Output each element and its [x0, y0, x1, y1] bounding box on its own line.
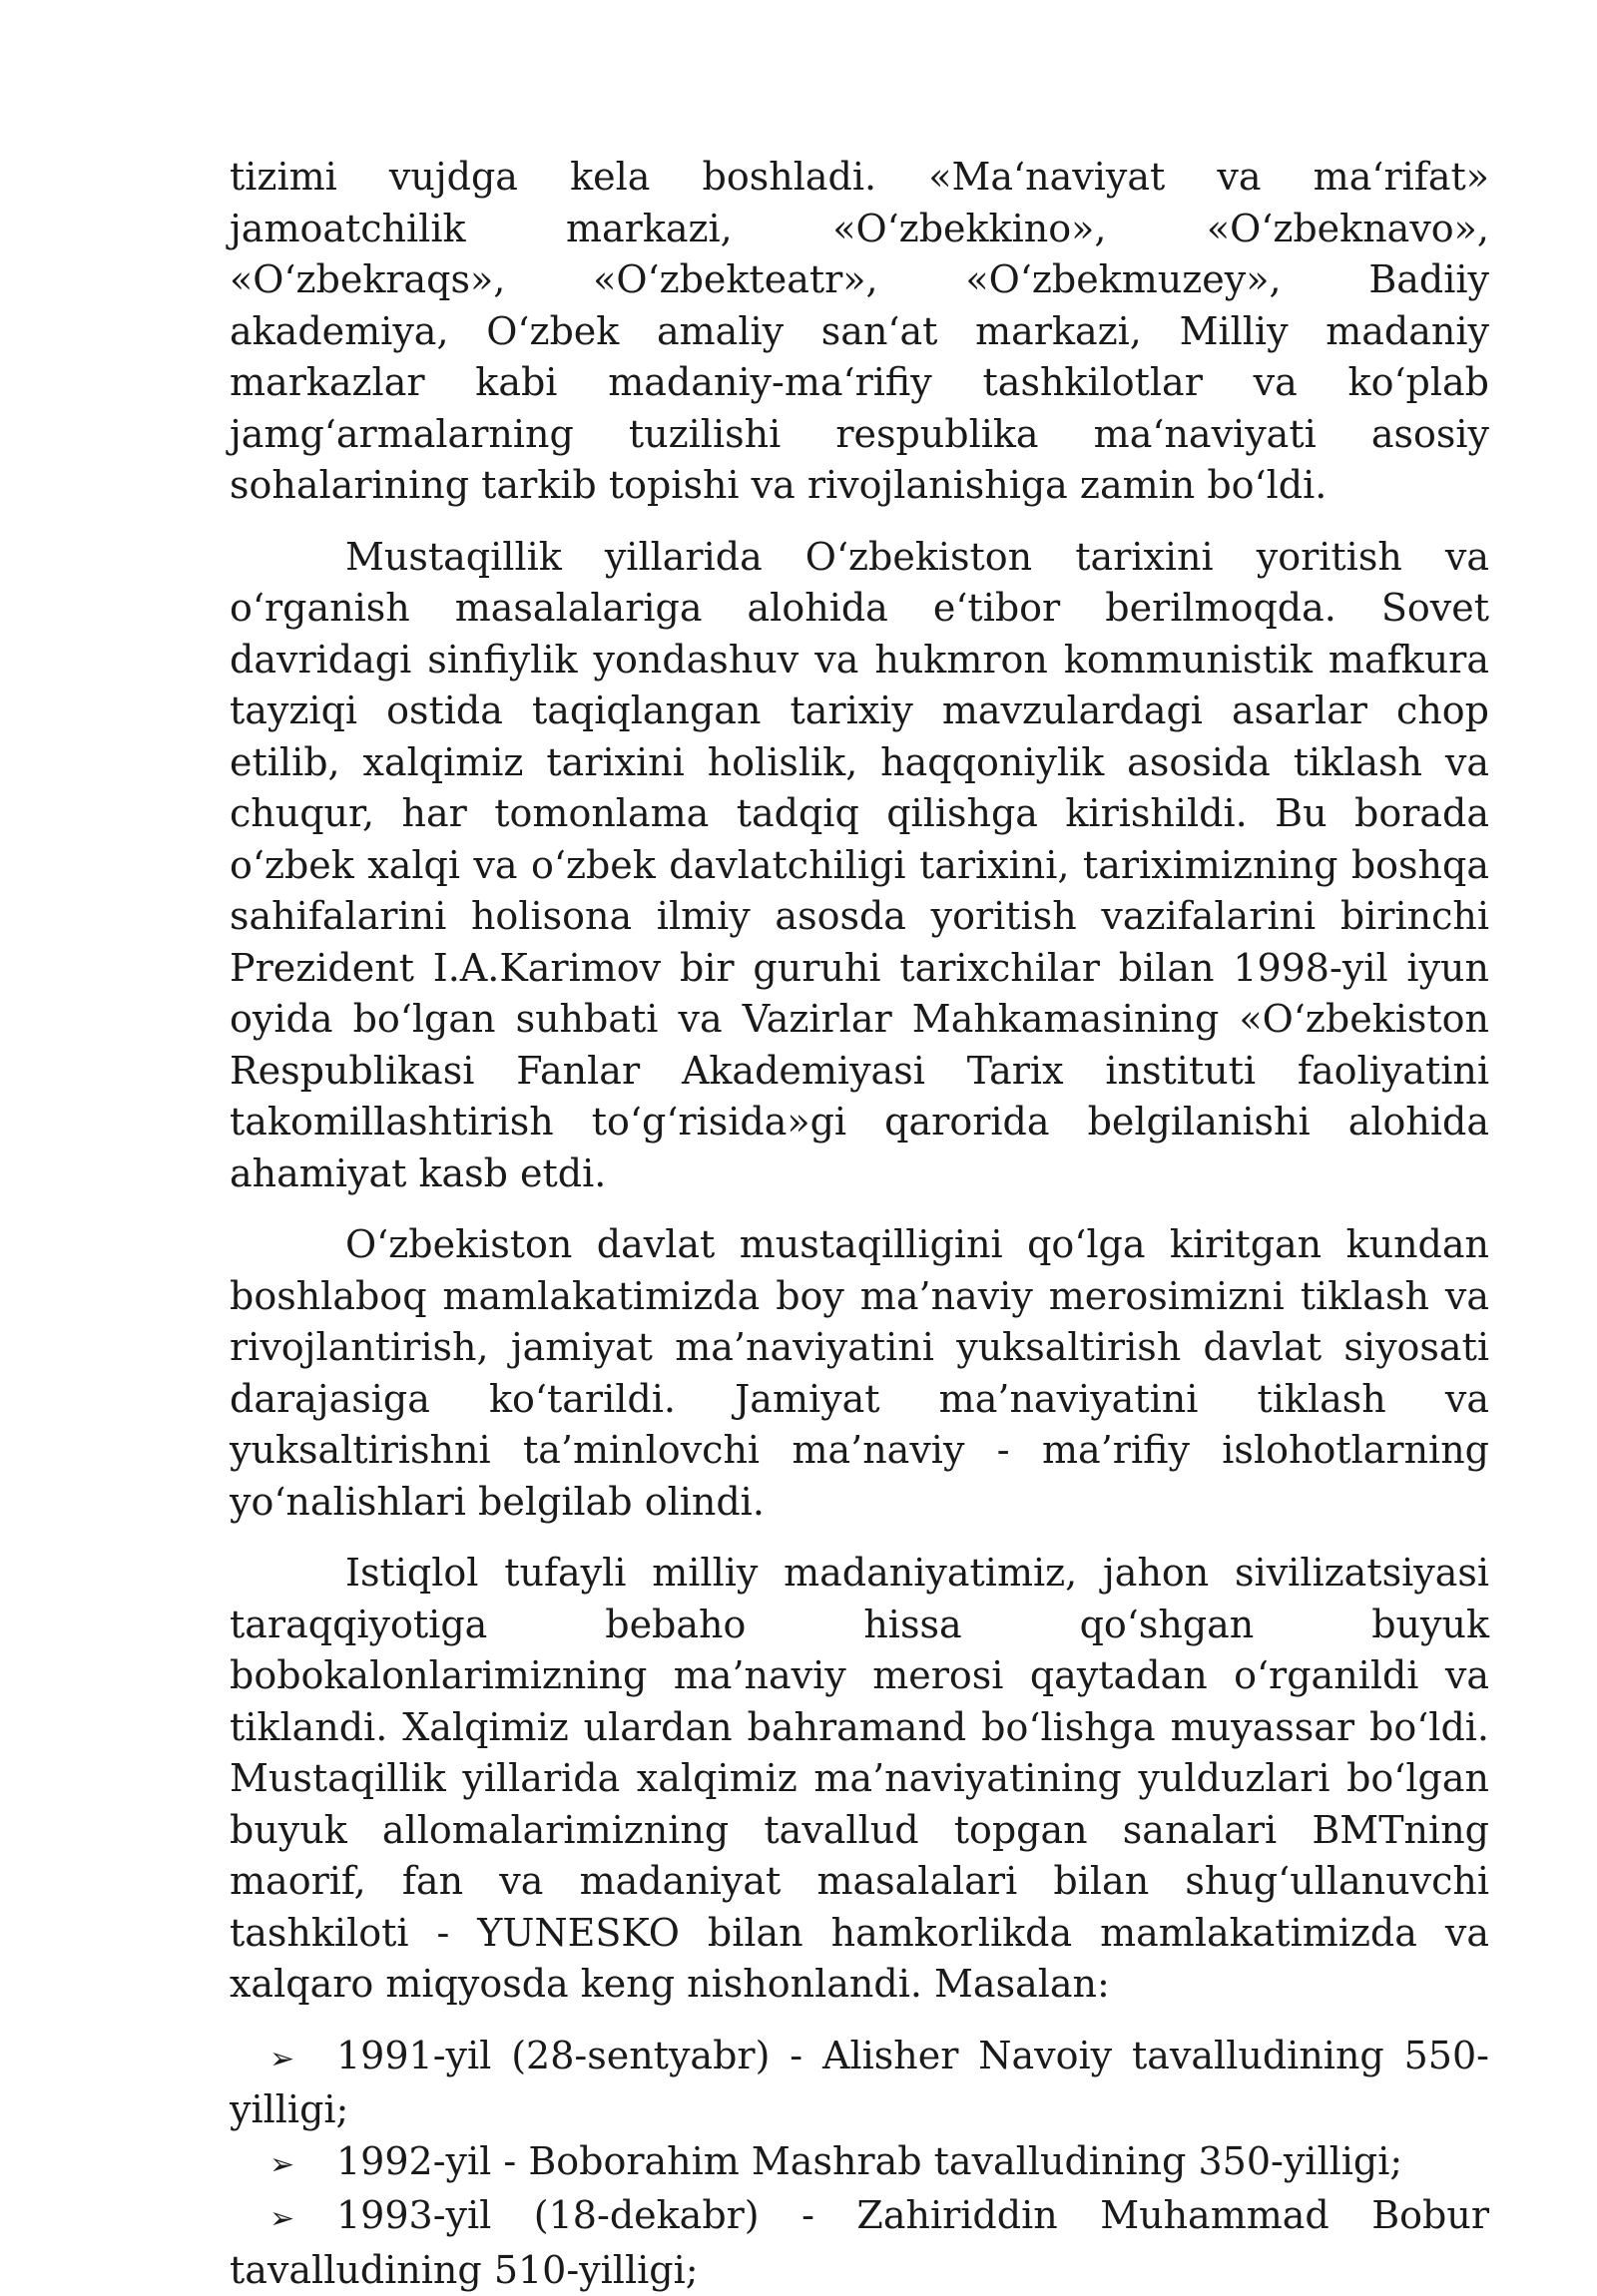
list-item-text: 1992-yil - Boborahim Mashrab tavalludining 350-yilligi; — [336, 2139, 1402, 2183]
arrow-bullet-icon: ➢ — [230, 2139, 336, 2191]
list-item — [230, 2136, 1489, 2191]
document-page — [230, 152, 1489, 2296]
paragraph-4: Istiqlol tufayli milliy madaniyatimiz, jahon sivilizatsiyasi taraqqiyotiga bebaho hissa qo‘shgan buyuk bobokalonlarimizning ma’naviy merosi qaytadan o‘rganildi va tiklandi. Xalqimiz ulardan bahramand bo‘lishga muyassar bo‘ldi. Mustaqillik yillarida xalqimiz ma’naviyatining yulduzlari bo‘lgan buyuk allomalarimizning tavallud topgan sanalari BMTning maorif, fan va madaniyat masalalari bilan shug‘ullanuvchi tashkiloti - YUNESKO bilan hamkorlikda mamlakatimizda va xalqaro miqyosda keng nishonlandi. Masalan: — [230, 1548, 1489, 2011]
arrow-bullet-icon: ➢ — [230, 2193, 336, 2245]
paragraph-2: Mustaqillik yillarida O‘zbekiston tarixini yoritish va o‘rganish masalalariga alohida e‘tibor berilmoqda. Sovet davridagi sinfiylik yondashuv va hukmron kommunistik mafkura tayziqi ostida taqiqlangan tarixiy mavzulardagi asarlar chop etilib, xalqimiz tarixini holislik, haqqoniylik asosida tiklash va chuqur, har tomonlama tadqiq qilishga kirishildi. Bu borada o‘zbek xalqi va o‘zbek davlatchiligi tarixini, tariximizning boshqa sahifalarini holisona ilmiy asosda yoritish vazifalarini birinchi Prezident I.A.Karimov bir guruhi tarixchilar bilan 1998-yil iyun oyida bo‘lgan suhbati va Vazirlar Mahkamasining «O‘zbekiston Respublikasi Fanlar Akademiyasi Tarix instituti faoliyatini takomillashtirish to‘g‘risida»gi qarorida belgilanishi alohida ahamiyat kasb etdi. — [230, 532, 1489, 1200]
paragraph-3: O‘zbekiston davlat mustaqilligini qo‘lga kiritgan kundan boshlaboq mamlakatimizda boy ma’naviy merosimizni tiklash va rivojlantirish, jamiyat ma’naviyatini yuksaltirish davlat siyosati darajasiga ko‘tarildi. Jamiyat ma’naviyatini tiklash va yuksaltirishni ta’minlovchi ma’naviy - ma’rifiy islohotlarning yo‘nalishlari belgilab olindi. — [230, 1219, 1489, 1528]
arrow-bullet-icon: ➢ — [230, 2034, 336, 2085]
anniversary-list — [230, 2031, 1489, 2296]
list-item — [230, 2031, 1489, 2136]
list-item — [230, 2190, 1489, 2296]
paragraph-1: tizimi vujdga kela boshladi. «Ma‘naviyat va ma‘rifat» jamoatchilik markazi, «O‘zbekkino», «O‘zbeknavo», «O‘zbekraqs», «O‘zbekteatr», «O‘zbekmuzey», Badiiy akademiya, O‘zbek amaliy san‘at markazi, Milliy madaniy markazlar kabi madaniy-ma‘rifiy tashkilotlar va ko‘plab jamg‘armalarning tuzilishi respublika ma‘naviyati asosiy sohalarining tarkib topishi va rivojlanishiga zamin bo‘ldi. — [230, 152, 1489, 512]
list-item-text: 1993-yil (18-dekabr) - Zahiriddin Muhammad Bobur tavalludining 510-yilligi; — [230, 2193, 1489, 2292]
list-item-text: 1991-yil (28-sentyabr) - Alisher Navoiy tavalludining 550-yilligi; — [230, 2034, 1489, 2132]
